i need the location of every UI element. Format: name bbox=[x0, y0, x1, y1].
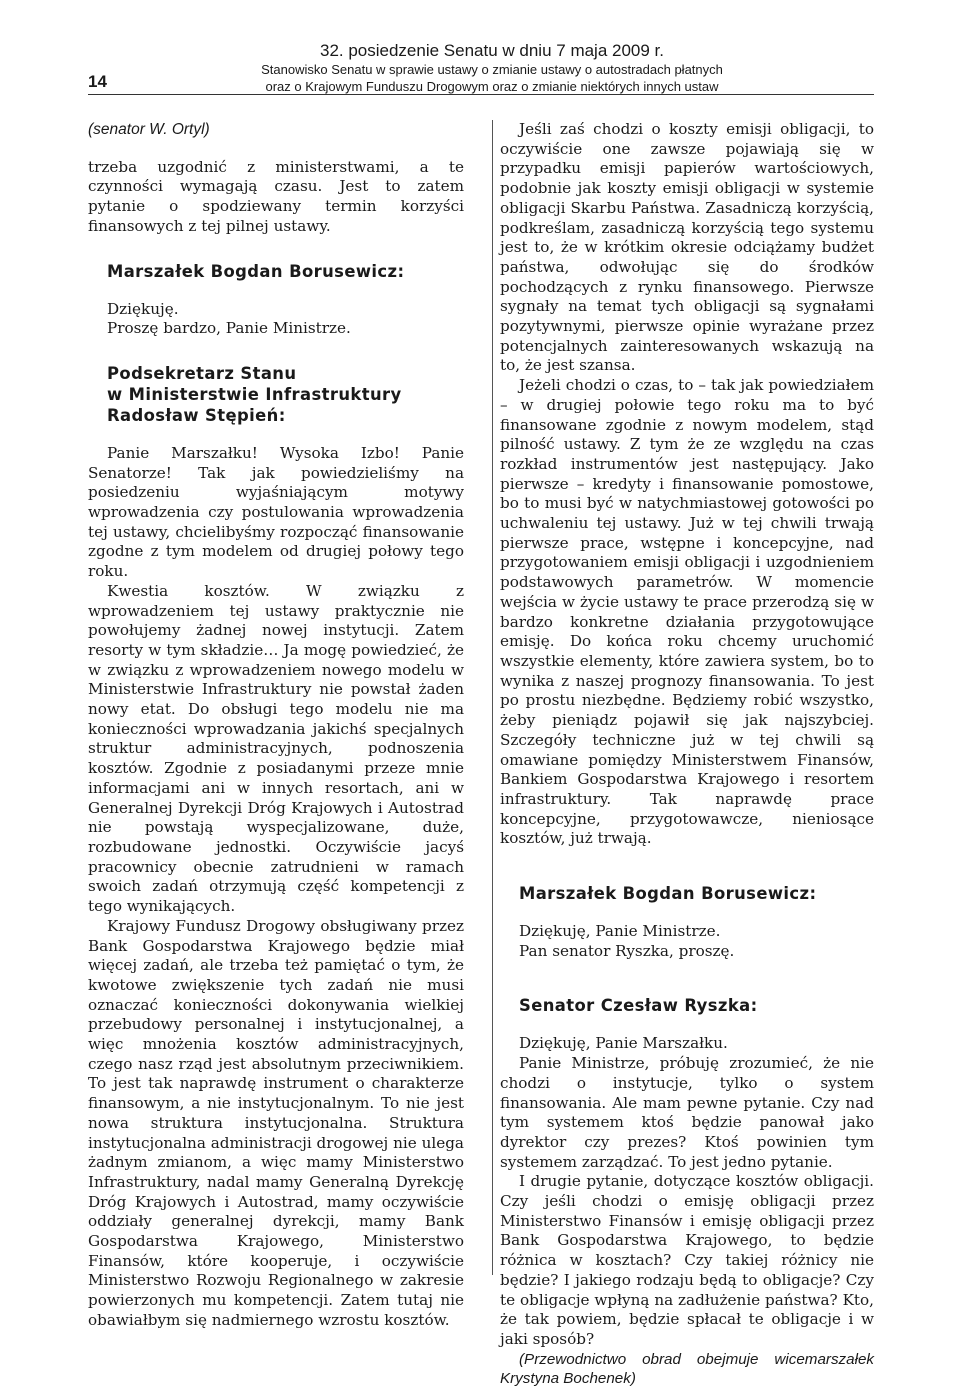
paragraph: Panie Marszałku! Wysoka Izbo! Panie Senatorze! Tak jak powiedzieliśmy na posiedzeniu wyjaśniającym motywy wprowadzenia czy postulowania wprowadzenia tej ustawy, chcielibyśmy rozpocząć finansowanie zgodne z tym modelem od drugiej połowy tego roku. bbox=[88, 443, 464, 581]
right-column bbox=[500, 120, 874, 1389]
header-session-title: 32. posiedzenie Senatu w dniu 7 maja 2009 r. bbox=[319, 41, 665, 60]
speaker-heading bbox=[88, 363, 464, 426]
paragraph: Jeśli zaś chodzi o koszty emisji obligacji, to oczywiście one zawsze pojawiają się w przypadku emisji papierów wartościowych, podobnie jak koszty emisji obligacji w systemie obligacji Skarbu Państwa. Zasadniczą korzyścią, podkreślam, zasadniczą korzyścią tego systemu jest to, że w krótkim okresie odciążamy budżet państwa, odwołując się do środków pochodzących z rynku finansowego. Pierwsze sygnały na temat tych obligacji są sygnałami pozytywnymi, pierwsze opinie wyrażane przez potencjalnych zainteresowanych wskazują na to, że jest szansa. bbox=[500, 120, 874, 375]
speaker-heading-line: Radosław Stępień: bbox=[107, 405, 286, 425]
continued-speaker-tag: (senator W. Ortyl) bbox=[88, 121, 210, 138]
speech-line: Proszę bardzo, Panie Ministrze. bbox=[107, 319, 351, 338]
column-divider bbox=[492, 120, 493, 1275]
paragraph: Panie Ministrze, próbuję zrozumieć, że nie chodzi o instytucje, tylko o system finansowania. Ale mam pewne pytanie. Czy nad tym systemem ktoś będzie panował jako dyrektor czy prezes? Ktoś powinien tym systemem zarządzać. To jest jedno pytanie. bbox=[500, 1054, 874, 1171]
paragraph: Jeżeli chodzi o czas, to – tak jak powiedziałem – w drugiej połowie tego roku ma to być finansowane zgodnie z nowym modelem, stąd pilność ustawy. Z tym że ze względu na czas rozkład instrumentów jest następujący. Jako pierwsze – kredyty i finansowanie pomostowe, bo to musi być w natychmiastowej gotowości po uchwaleniu tej ustawy. Już w tej chwili trwają pierwsze prace, wstępne i koncepcyjne, nad przygotowaniem emisji obligacji i uzgodnieniem podstawowych parametrów. W momencie wejścia w życie ustawy te prace przerodzą się w bardzo konkretne działania przygotowujące emisję. Do końca roku chcemy uruchomić wszystkie elementy, które zawiera system, bo to wynika z naszej prognozy finansowania. To jest po prostu niezbędne. Będziemy robić wszystko, żeby pieniądz pojawił się jak najszybciej. Szczegóły techniczne już w tej chwili są omawiane pomiędzy Ministerstwem Finansów, Bankiem Gospodarstwa Krajowego i resortem infrastruktury. Tak naprawdę prace koncepcyjne, przygotowawcze, nieniosące kosztów, już trwają. bbox=[500, 376, 874, 848]
header-subject-line-1: Stanowisko Senatu w sprawie ustawy o zmianie ustawy o autostradach płatnych bbox=[261, 62, 723, 77]
left-column bbox=[88, 120, 464, 1331]
speech-line: Dziękuję, Panie Ministrze. bbox=[519, 922, 721, 941]
speaker-heading-line: w Ministerstwie Infrastruktury bbox=[107, 384, 402, 404]
speaker-heading: Marszałek Bogdan Borusewicz: bbox=[107, 261, 405, 281]
speech-line: Dziękuję, Panie Marszałku. bbox=[519, 1034, 728, 1053]
speech-line: Pan senator Ryszka, proszę. bbox=[519, 941, 735, 960]
paragraph: I drugie pytanie, dotyczące kosztów obligacji. Czy jeśli chodzi o emisję obligacji przez Ministerstwo Finansów i emisję obligacji przez Bank Gospodarstwa Krajowego, to będzie różnica w kosztach? Czy takiej różnicy nie będzie? I jakiego rodzaju będą to obligacje? Czy te obligacje wpłyną na zadłużenie państwa? Kto, że tak powiem, będzie spłacał te obligacje i w jaki sposób? bbox=[500, 1172, 874, 1348]
speaker-heading: Marszałek Bogdan Borusewicz: bbox=[519, 884, 817, 904]
speaker-heading-line: Podsekretarz Stanu bbox=[107, 363, 297, 383]
paragraph: Kwestia kosztów. W związku z wprowadzeniem tej ustawy praktycznie nie powołujemy żadnej nowej instytucji. Zatem resorty w tym składzie… Ja mogę powiedzieć, że w związku z wprowadzeniem nowego modelu w Ministerstwie Infrastruktury nie powstał żaden nowy etat. Do obsługi tego modelu nie ma konieczności wprowadzania jakichś specjalnych struktur administracyjnych, podnoszenia kosztów. Zgodnie z posiadanymi przeze mnie informacjami ani w innych resortach, ani w Generalnej Dyrekcji Dróg Krajowych i Autostrad nie powstają wyspecjalizowane, duże, rozbudowane jednostki. Oczywiście jacyś pracownicy obecnie zatrudnieni w ramach swoich zadań otrzymują część kompetencji z tego wynikających. bbox=[88, 581, 464, 916]
header-subject-line-2: oraz o Krajowym Funduszu Drogowym oraz o zmianie niektórych innych ustaw bbox=[265, 79, 719, 94]
header-rule bbox=[88, 94, 874, 95]
speaker-heading: Senator Czesław Ryszka: bbox=[519, 996, 758, 1016]
paragraph: trzeba uzgodnić z ministerstwami, a te czynności wymagają czasu. Jest to zatem pytanie o spodziewany termin korzyści finansowych z tej pilnej ustawy. bbox=[88, 157, 464, 235]
running-header bbox=[232, 40, 752, 95]
page-number: 14 bbox=[88, 72, 107, 91]
paragraph: Krajowy Fundusz Drogowy obsługiwany przez Bank Gospodarstwa Krajowego będzie miał więcej zadań, ale trzeba też pamiętać o tym, że kwotowe zwiększenie tych zadań nie musi oznaczać konieczności dokonywania wielkiej przebudowy personalnej i instytucjonalnej, a więc mnożenia kosztów administracyjnych, czego nasz rząd jest absolutnym przeciwnikiem. To jest tak naprawdę instrument o charakterze finansowym, a nie instytucjonalnym. To nie jest nowa struktura instytucjonalna. Struktura instytucjonalna administracji drogowej nie ulega żadnym zmianom, a więc mamy Ministerstwo Infrastruktury, nadal mamy Generalną Dyrekcję Dróg Krajowych i Autostrad, mamy oczywiście oddziały generalnej dyrekcji, mamy Bank Gospodarstwa Krajowego, Ministerstwo Finansów, które kooperuje, i oczywiście Ministerstwo Rozwoju Regionalnego w zakresie powierzonych mu kompetencji. Zatem tutaj nie obawiałbym się nadmiernego wzrostu kosztów. bbox=[88, 916, 464, 1329]
speech-line: Dziękuję. bbox=[107, 299, 179, 318]
procedural-note: (Przewodnictwo obrad obejmuje wicemarszałek Krystyna Bochenek) bbox=[500, 1350, 874, 1388]
